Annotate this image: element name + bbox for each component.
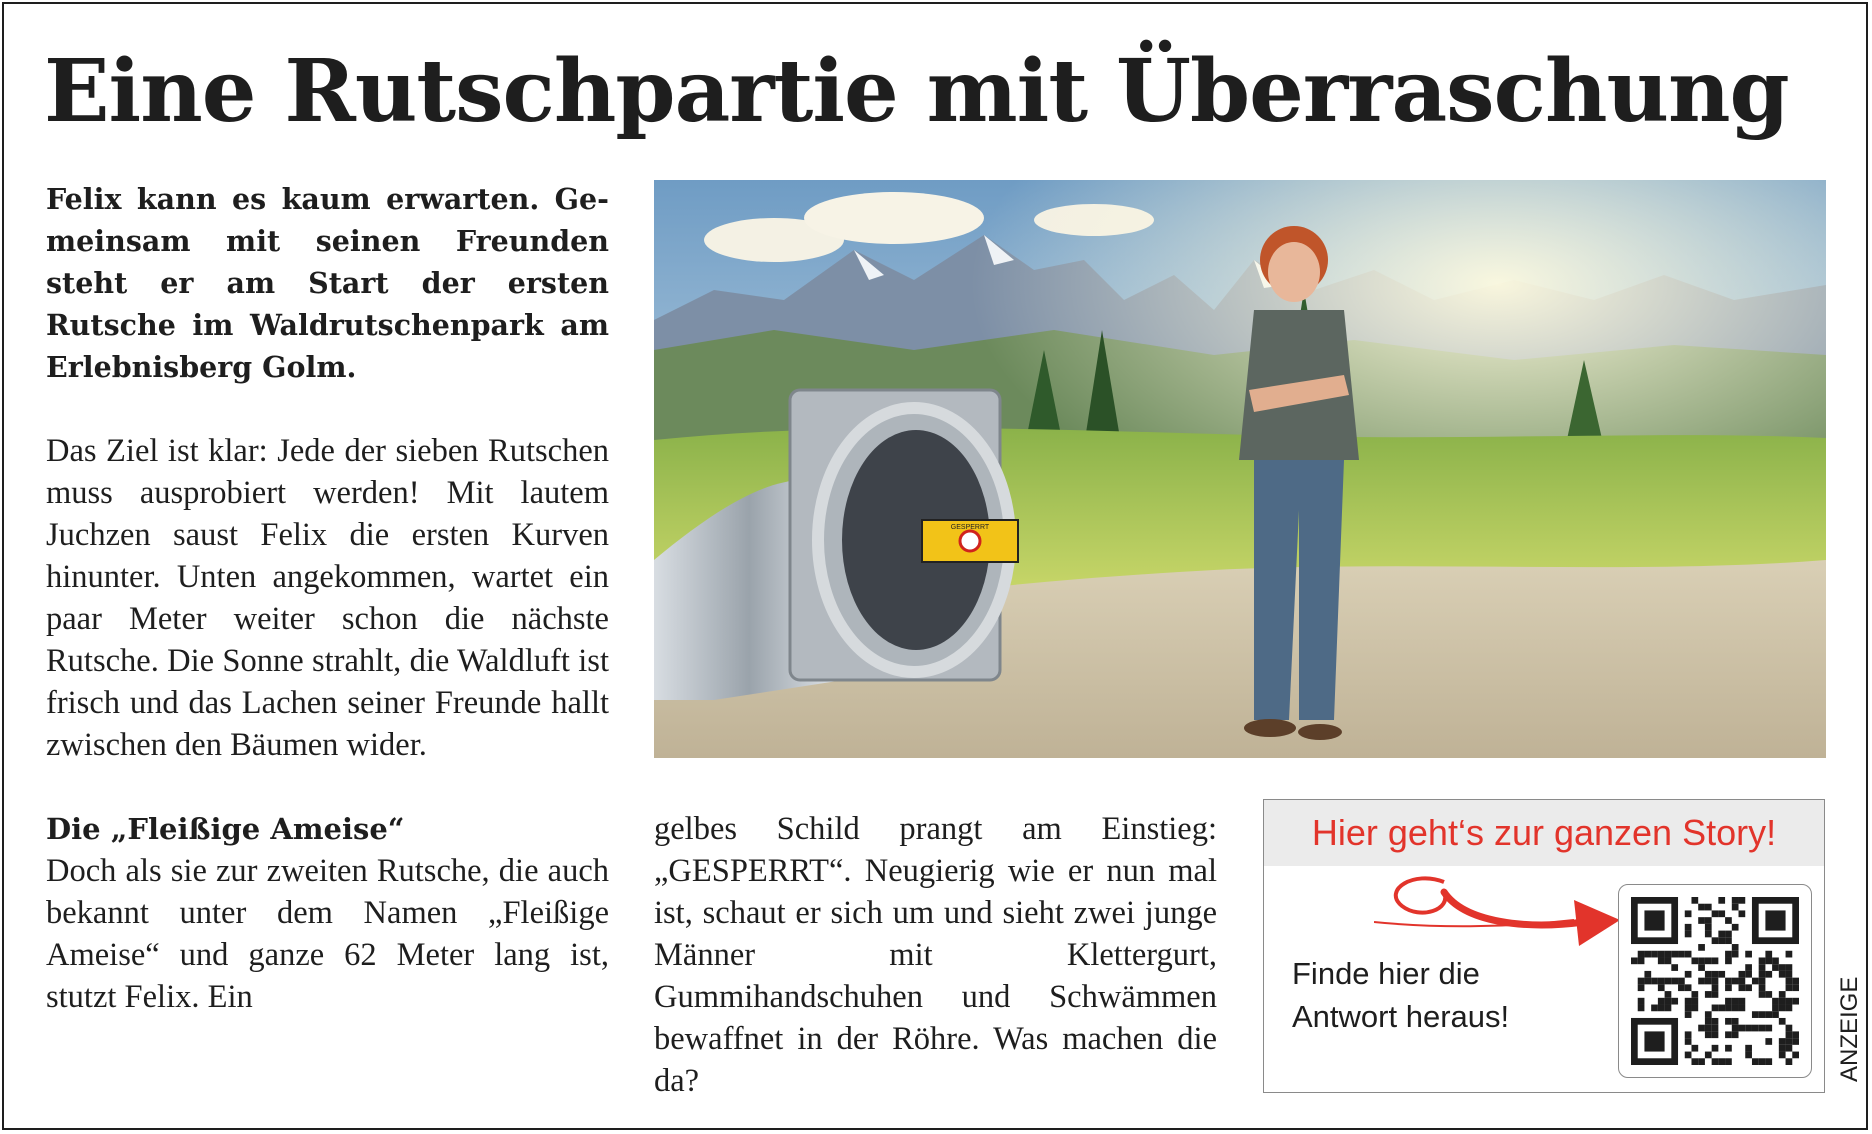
headline: Eine Rutschpartie mit Überraschung	[44, 41, 1789, 142]
text-column-middle	[654, 808, 1217, 1102]
text-column-left	[46, 178, 609, 1018]
story-teaser-box[interactable]	[1263, 799, 1825, 1093]
ad-label: ANZEIGE	[1836, 976, 1863, 1082]
sign-text: GESPERRT	[950, 524, 990, 531]
qr-code-icon	[1631, 897, 1799, 1065]
red-arrow-icon	[1374, 870, 1624, 960]
lead-paragraph: Felix kann es kaum erwarten. Gemeinsam mit seinen Freunden steht er am Start der ersten Rutsche im Waldrutschenpark am Erlebnisberg Golm.	[46, 182, 609, 384]
body-paragraph-2-continued: gelbes Schild prangt am Einstieg: „GESPERRT“. Neugierig wie er nun mal ist, schaut er sich um und sieht zwei junge Männer mit Klettergurt, Gummihandschuhen und Schwämmen bewaffnet in der Röhre. Was machen die da?	[654, 811, 1217, 1099]
teaser-heading: Hier geht‘s zur ganzen Story!	[1264, 800, 1824, 866]
teaser-text: Finde hier die Antwort heraus!	[1292, 956, 1510, 1034]
qr-code[interactable]	[1618, 884, 1812, 1078]
body-paragraph-1: Das Ziel ist klar: Jede der sieben Rutschen muss ausprobiert werden! Mit lautem Juchzen saust Felix die ersten Kurven hinunter. Unten angekommen, wartet ein paar Meter weiter schon die nächste Rutsche. Die Sonne strahlt, die Waldluft ist frisch und das Lachen seiner Freunde hallt zwischen den Bäumen wider.	[46, 433, 609, 763]
article-photo	[654, 180, 1826, 758]
subheading: Die „Fleißige Ameise“	[46, 812, 405, 846]
body-paragraph-2: Doch als sie zur zweiten Rutsche, die auch bekannt unter dem Namen „Fleißige Ameise“ und ganze 62 Meter lang ist, stutzt Felix. Ein	[46, 853, 609, 1015]
photo-illustration	[654, 180, 1826, 758]
